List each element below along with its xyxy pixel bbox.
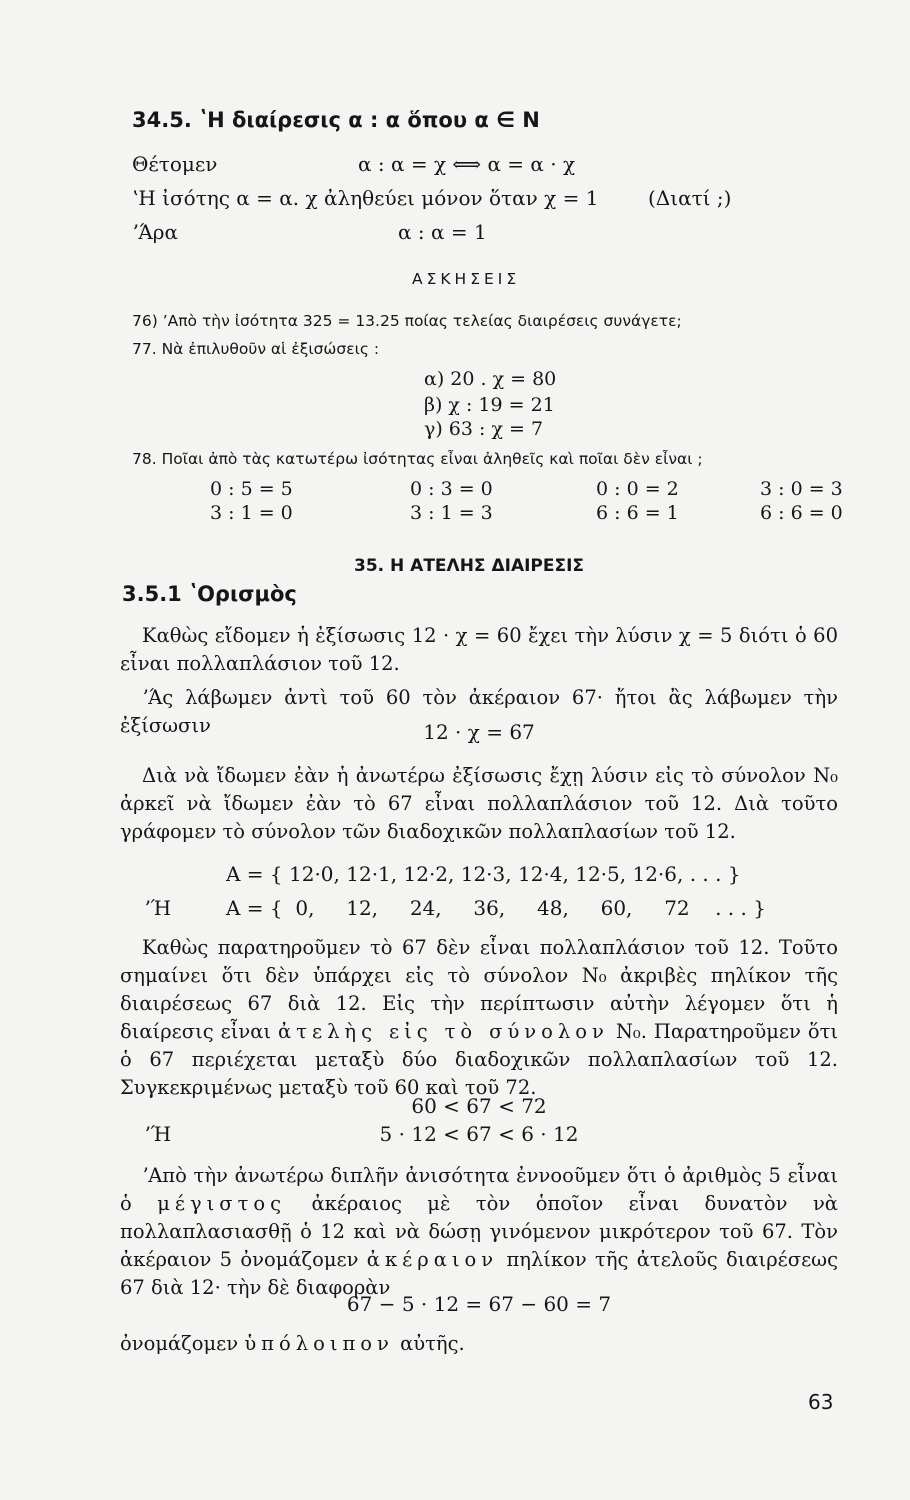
section-35-title: 35. Η ΑΤΕΛΗΣ ΔΙΑΙΡΕΣΙΣ [354,556,585,576]
paragraph-6-part-b: αὐτῆς. [400,1332,465,1355]
paragraph-2: ʼΆς λάβωμεν ἀντὶ τοῦ 60 τὸν ἀκέραιον 67· ἤτοι ἂς λάβωμεν τὴν ἐξίσωσιν [120,686,838,737]
or-label-2: ʼΉ [144,1122,172,1146]
exercises-heading: ΑΣΚΗΣΕΙΣ [412,270,521,288]
identity-r2c3: 6 : 6 = 1 [596,502,679,524]
paragraph-5-part-a: ʼΑπὸ τὴν ἀνωτέρω διπλῆν ἀνισότητα ἐννοοῦμεν ὅτι ὁ ἀριθμὸς 5 εἶναι ὁ [120,1164,838,1215]
line-ara-expr: α : α = 1 [398,220,487,244]
equation-a: α) 20 . χ = 80 [424,368,557,390]
identity-r2c1: 3 : 1 = 0 [210,502,293,524]
paragraph-6 [120,1330,838,1358]
paragraph-5-spaced-1: μέγιστος [157,1192,287,1215]
equation-remainder: 67 − 5 · 12 = 67 − 60 = 7 [346,1292,612,1316]
line-thetomen-expr: α : α = χ ⟺ α = α · χ [358,152,576,176]
identity-r1c3: 0 : 0 = 2 [596,478,679,500]
paragraph-6-part-a: ὀνομάζομεν [120,1332,239,1355]
identity-r2c4: 6 : 6 = 0 [760,502,843,524]
line-isotis: ʽΗ ἰσότης α = α. χ ἀληθεύει μόνον ὅταν χ = 1 [132,186,599,210]
paragraph-5 [120,1162,838,1302]
paragraph-4-part-b: N₀. Παρατηροῦμεν ὅτι ὁ 67 περιέχεται μεταξὺ δύο διαδοχικῶν πολλαπλασίων τοῦ 12. Συγκεκριμένως μεταξὺ τοῦ 60 καὶ τοῦ 72. [120,1020,838,1099]
identity-r2c2: 3 : 1 = 3 [410,502,493,524]
paragraph-4-part-a: Καθὼς παρατηροῦμεν τὸ 67 δὲν εἶναι πολλαπλάσιον τοῦ 12. Τοῦτο σημαίνει ὅτι δὲν ὑπάρχει εἰς τὸ σύνολον N₀ ἀκριβὲς πηλίκον τῆς διαιρέσεως 67 διὰ 12. Εἰς τὴν περίπτωσιν αὐτὴν λέγομεν ὅτι ἡ διαίρεσις εἶναι [120,936,838,1043]
inequality-multiples: 5 · 12 < 67 < 6 · 12 [379,1122,579,1146]
equation-c: γ) 63 : χ = 7 [424,418,544,440]
line-ara-lead: ʼΆρα [132,220,179,244]
paragraph-5-part-c: πηλίκον τῆς ἀτελοῦς διαιρέσεως 67 διὰ 12· τὴν δὲ διαφορὰν [120,1248,838,1299]
or-label-1: ʼΉ [144,896,172,920]
line-thetomen-lead: Θέτομεν [132,152,218,176]
exercise-76: 76) ʼΑπὸ τὴν ἰσότητα 325 = 13.25 ποίας τελείας διαιρέσεις συνάγετε; [132,312,682,330]
set-a-values: A = { 0, 12, 24, 36, 48, 60, 72 . . . } [226,896,766,920]
exercise-77: 77. Νὰ ἐπιλυθοῦν αἱ ἐξισώσεις : [132,340,380,358]
paragraph-4 [120,934,838,1102]
paragraph-1: Καθὼς εἴδομεν ἡ ἐξίσωσις 12 · χ = 60 ἔχει τὴν λύσιν χ = 5 διότι ὁ 60 εἶναι πολλαπλάσιον τοῦ 12. [120,624,838,675]
page-number: 63 [808,1390,834,1414]
line-isotis-note: (Διατί ;) [648,186,732,210]
identity-r1c2: 0 : 3 = 0 [410,478,493,500]
section-345-title: 34.5. ʽΗ διαίρεσις α : α ὅπου α ∈ N [132,108,540,132]
exercise-78: 78. Ποῖαι ἀπὸ τὰς κατωτέρω ἰσότητας εἶναι ἀληθεῖς καὶ ποῖαι δὲν εἶναι ; [132,450,703,468]
paragraph-4-spaced: ἀτελὴς εἰς τὸ σύνολον [278,1020,609,1043]
equation-12x-67: 12 · χ = 67 [423,720,535,744]
subsection-351-title: 3.5.1 ʽΟρισμὸς [122,582,297,606]
paragraph-5-part-b: ἀκέραιος μὲ τὸν ὁποῖον εἶναι δυνατὸν νὰ πολλαπλασιασθῇ ὁ 12 καὶ νὰ δώσῃ γινόμενον μικρότερον τοῦ 67. Τὸν ἀκέραιον 5 ὀνομάζομεν [120,1192,838,1271]
inequality-60-67-72: 60 < 67 < 72 [411,1094,547,1118]
identity-r1c1: 0 : 5 = 5 [210,478,293,500]
identity-r1c4: 3 : 0 = 3 [760,478,843,500]
paragraph-5-spaced-2: ἀκέραιον [366,1248,499,1271]
paragraph-6-spaced: ὑπόλοιπον [244,1332,394,1355]
paragraph-3: Διὰ νὰ ἴδωμεν ἐὰν ἡ ἀνωτέρω ἐξίσωσις ἔχῃ λύσιν εἰς τὸ σύνολον N₀ ἀρκεῖ νὰ ἴδωμεν ἐὰν τὸ 67 εἶναι πολλαπλάσιον τοῦ 12. Διὰ τοῦτο γράφομεν τὸ σύνολον τῶν διαδοχικῶν πολλαπλασίων τοῦ 12. [120,764,838,843]
equation-b: β) χ : 19 = 21 [424,394,555,416]
set-a-products: A = { 12·0, 12·1, 12·2, 12·3, 12·4, 12·5, 12·6, . . . } [226,862,741,886]
